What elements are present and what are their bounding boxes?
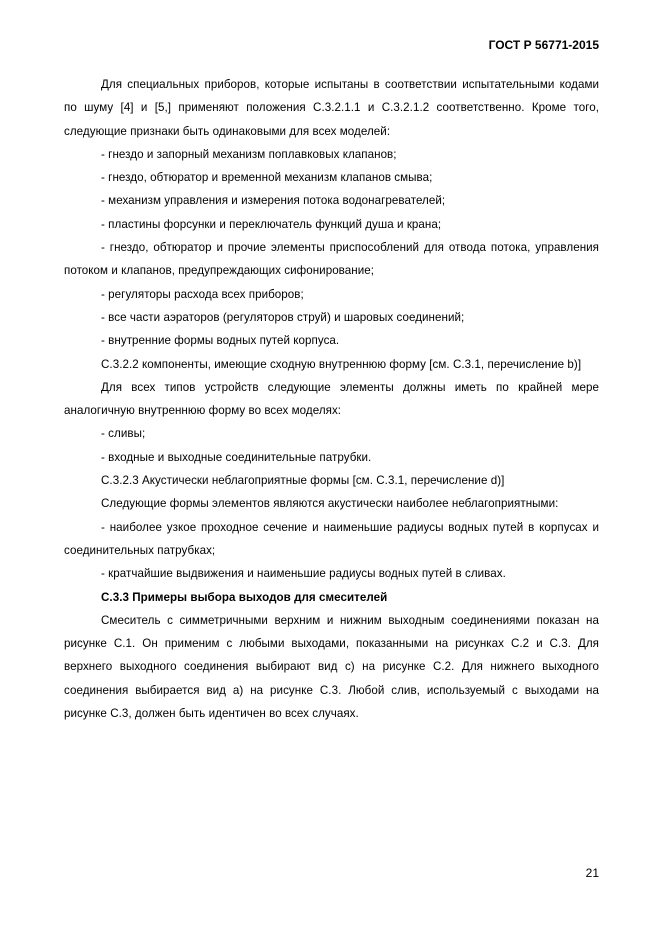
section-heading-c33: С.3.3 Примеры выбора выходов для смесителей (101, 590, 388, 604)
list-item: - внутренние формы водных путей корпуса. (101, 334, 340, 348)
list-item: - механизм управления и измерения потока водонагревателей; (101, 194, 446, 208)
document-body (64, 73, 599, 725)
list-item: - гнездо, обтюратор и временной механизм клапанов смыва; (101, 171, 433, 185)
section-c323: С.3.2.3 Акустически неблагоприятные формы [см. С.3.1, перечисление d)] (101, 474, 505, 488)
paragraph-mixer-example: Смеситель с симметричными верхним и нижним выходным соединениями показан на рисунке С.1. Он применим с любыми выходами, показанными на рисунках С.2 и С.3. Для верхнего выходного соединения выбирают вид с) на рисунке С.2. Для нижнего выходного соединения выбирается вид а) на рисунке С.3. Любой слив, используемый с выходами на рисунке С.3, должен быть идентичен во всех случаях. (64, 613, 599, 721)
list-item: - пластины форсунки и переключатель функций душа и крана; (101, 217, 442, 231)
list-item: - входные и выходные соединительные патрубки. (101, 450, 372, 464)
list-item: - наиболее узкое проходное сечение и наименьшие радиусы водных путей в корпусах и соединительных патрубках; (64, 520, 599, 557)
list-item: - регуляторы расхода всех приборов; (101, 287, 304, 301)
list-item: - гнездо, обтюратор и прочие элементы приспособлений для отвода потока, управления потоком и клапанов, предупреждающих сифонирование; (64, 241, 599, 278)
paragraph-intro: Для специальных приборов, которые испытаны в соответствии испытательными кодами по шуму [4] и [5,] применяют положения С.3.2.1.1 и С.3.2.1.2 соответственно. Кроме того, следующие признаки быть одинаковыми для всех моделей: (64, 78, 599, 138)
page-number: 21 (585, 866, 599, 880)
list-item: - все части аэраторов (регуляторов струй) и шаровых соединений; (101, 310, 465, 324)
section-c322: С.3.2.2 компоненты, имеющие сходную внутреннюю форму [см. С.3.1, перечисление b)] (101, 357, 582, 371)
paragraph-all-devices: Для всех типов устройств следующие элементы должны иметь по крайней мере аналогичную внутреннюю форму во всех моделях: (64, 380, 599, 418)
list-item: - сливы; (101, 427, 146, 441)
list-item: - кратчайшие выдвижения и наименьшие радиусы водных путей в сливах. (101, 567, 506, 581)
document-code-header: ГОСТ Р 56771-2015 (488, 38, 599, 52)
list-item: - гнездо и запорный механизм поплавковых клапанов; (101, 147, 397, 161)
paragraph-unfavorable-forms: Следующие формы элементов являются акустически наиболее неблагоприятными: (101, 497, 559, 511)
